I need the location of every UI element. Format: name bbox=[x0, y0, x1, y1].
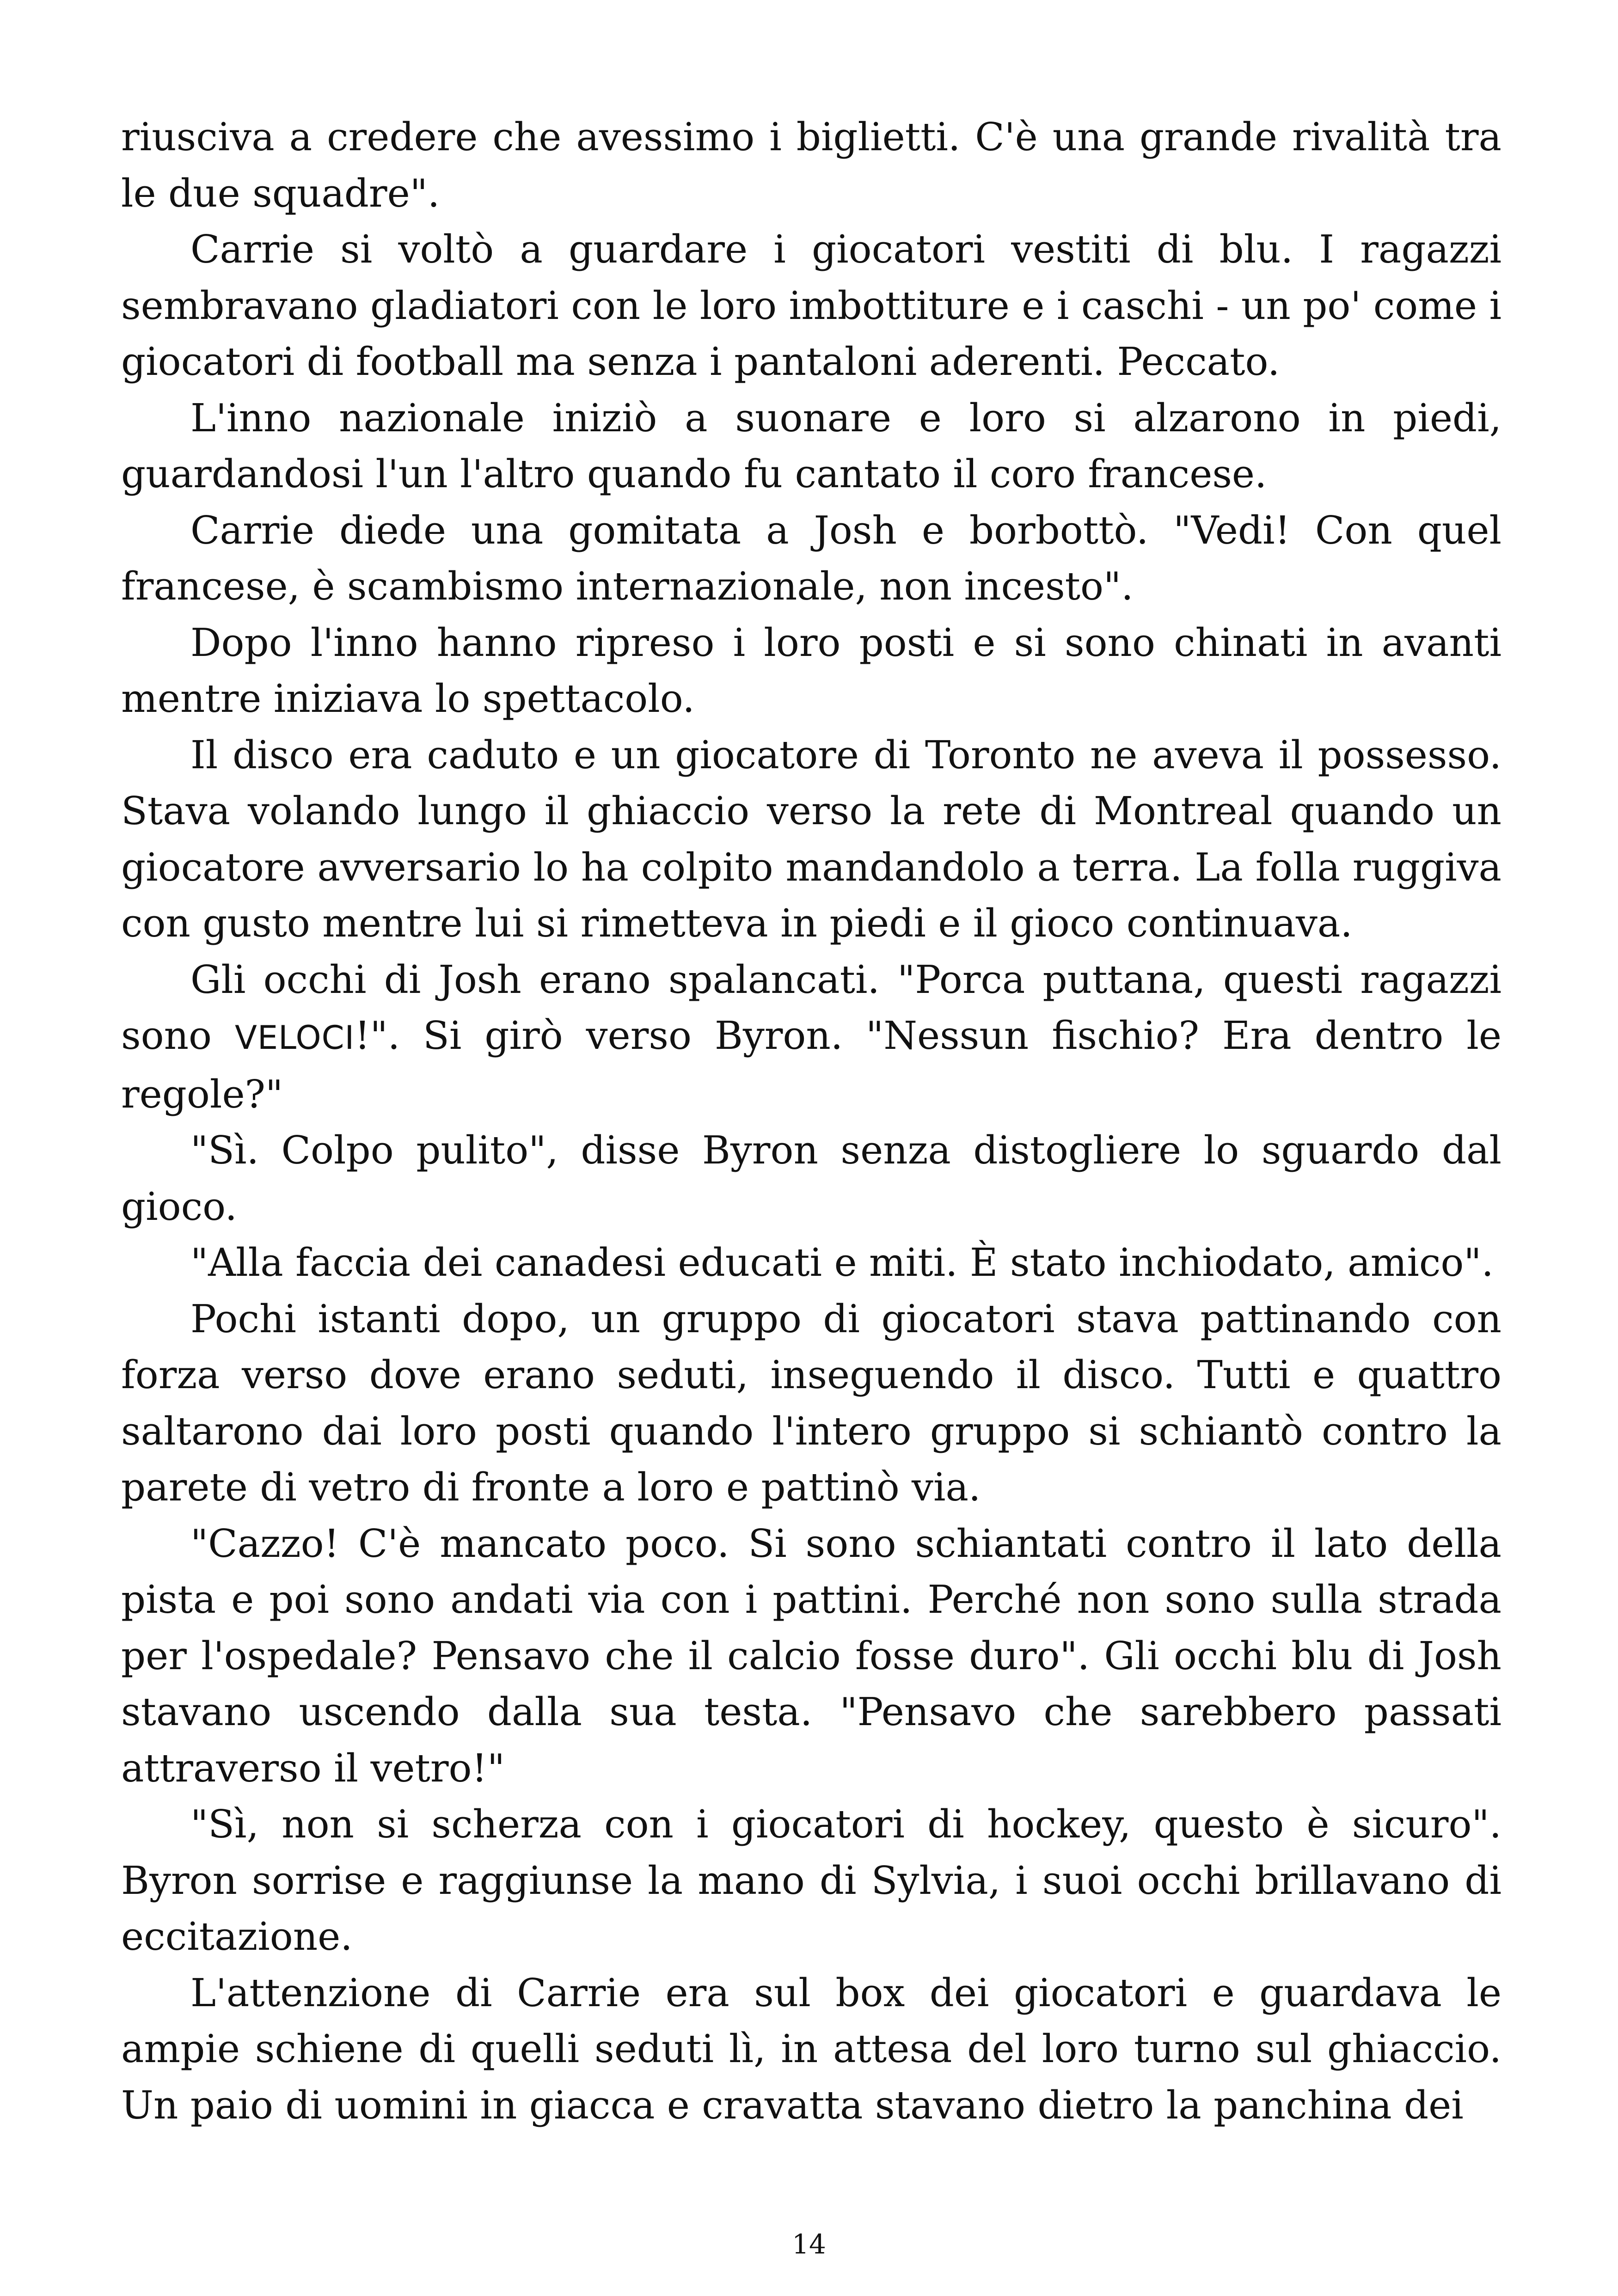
paragraph: "Sì. Colpo pulito", disse Byron senza distogliere lo sguardo dal gioco. bbox=[121, 1128, 1502, 1229]
paragraph: Pochi istanti dopo, un gruppo di giocatori stava pattinando con forza verso dove erano seduti, inseguendo il disco. Tutti e quattro saltarono dai loro posti quando l'intero gruppo si schiantò contro la parete di vetro di fronte a loro e pattinò via. bbox=[121, 1296, 1502, 1510]
paragraph-text-before: Gli occhi di Josh erano spalancati. "Porca puttana, questi ragazzi sono bbox=[121, 957, 1502, 1058]
paragraph: "Sì, non si scherza con i giocatori di hockey, questo è sicuro". Byron sorrise e raggiunse la mano di Sylvia, i suoi occhi brillavano di eccitazione. bbox=[121, 1802, 1502, 1959]
page-body bbox=[121, 109, 1502, 2133]
paragraph-continued: riusciva a credere che avessimo i biglietti. C'è una grande rivalità tra le due squadre". bbox=[121, 115, 1502, 216]
paragraph: Dopo l'inno hanno ripreso i loro posti e si sono chinati in avanti mentre iniziava lo spettacolo. bbox=[121, 620, 1502, 721]
paragraph: "Cazzo! C'è mancato poco. Si sono schiantati contro il lato della pista e poi sono andati via con i pattini. Perché non sono sulla strada per l'ospedale? Pensavo che il calcio fosse duro". Gli occhi blu di Josh stavano uscendo dalla sua testa. "Pensavo che sarebbero passati attraverso il vetro!" bbox=[121, 1521, 1502, 1791]
paragraph-with-caps bbox=[121, 952, 1502, 1123]
emphasis-caps: VELOCI bbox=[234, 1019, 355, 1057]
paragraph-text-after: !". Si girò verso Byron. "Nessun fischio? Era dentro le regole?" bbox=[121, 1013, 1502, 1117]
page-number: 14 bbox=[792, 2229, 826, 2260]
paragraph: Carrie diede una gomitata a Josh e borbottò. "Vedi! Con quel francese, è scambismo internazionale, non incesto". bbox=[121, 508, 1502, 609]
paragraph: L'inno nazionale iniziò a suonare e loro si alzarono in piedi, guardandosi l'un l'altro quando fu cantato il coro francese. bbox=[121, 395, 1502, 496]
paragraph: "Alla faccia dei canadesi educati e miti. È stato inchiodato, amico". bbox=[190, 1240, 1494, 1285]
paragraph: Il disco era caduto e un giocatore di Toronto ne aveva il possesso. Stava volando lungo il ghiaccio verso la rete di Montreal quando un giocatore avversario lo ha colpito mandandolo a terra. La folla ruggiva con gusto mentre lui si rimetteva in piedi e il gioco continuava. bbox=[121, 732, 1502, 946]
paragraph: Carrie si voltò a guardare i giocatori vestiti di blu. I ragazzi sembravano gladiatori con le loro imbottiture e i caschi - un po' come i giocatori di football ma senza i pantaloni aderenti. Peccato. bbox=[121, 227, 1502, 384]
paragraph: L'attenzione di Carrie era sul box dei giocatori e guardava le ampie schiene di quelli seduti lì, in attesa del loro turno sul ghiaccio. Un paio di uomini in giacca e cravatta stavano dietro la panchina dei bbox=[121, 1970, 1502, 2128]
